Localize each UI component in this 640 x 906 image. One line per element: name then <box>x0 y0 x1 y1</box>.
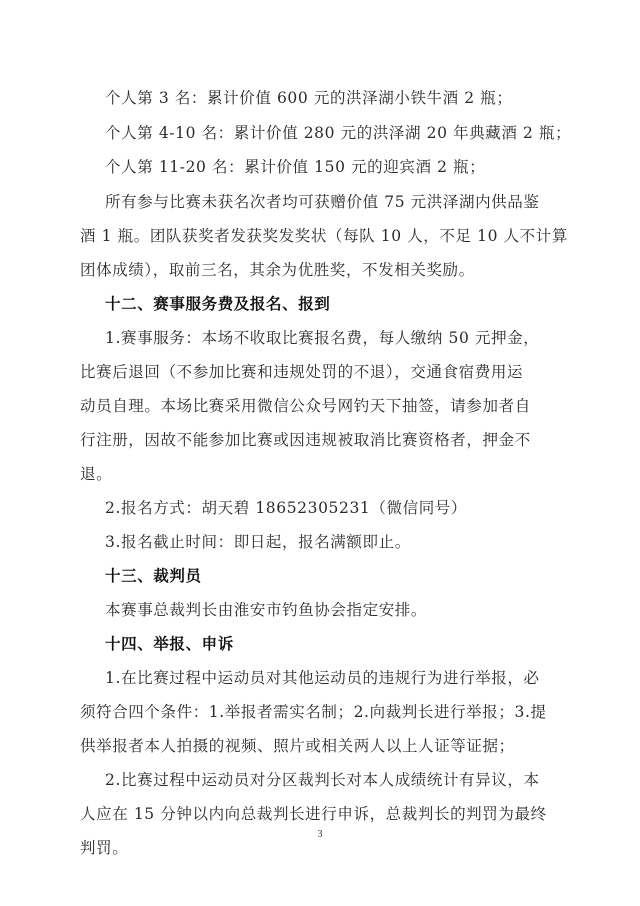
paragraph-line: 1.赛事服务：本场不收取比赛报名费，每人缴纳 50 元押金， <box>105 329 540 347</box>
paragraph-line: 行注册，因故不能参加比赛或因违规被取消比赛资格者，押金不 <box>80 431 531 449</box>
paragraph-line: 所有参与比赛未获名次者均可获赠价值 75 元洪泽湖内供品鉴 <box>105 193 540 211</box>
prize-rank-11-20: 个人第 11-20 名：累计价值 150 元的迎宾酒 2 瓶； <box>105 158 486 176</box>
page-number: 3 <box>317 829 323 840</box>
prize-rank-4-10: 个人第 4-10 名：累计价值 280 元的洪泽湖 20 年典藏酒 2 瓶； <box>105 124 572 142</box>
paragraph-line: 供举报者本人拍摄的视频、照片或相关两人以上人证等证据； <box>80 737 515 755</box>
paragraph-line: 人应在 15 分钟以内向总裁判长进行申诉，总裁判长的判罚为最终 <box>80 805 547 823</box>
section-heading-12: 十二、赛事服务费及报名、报到 <box>105 295 331 313</box>
registration-contact: 2.报名方式：胡天碧 18652305231（微信同号） <box>105 499 467 517</box>
section-heading-13: 十三、裁判员 <box>105 567 202 585</box>
paragraph-line: 团体成绩），取前三名，其余为优胜奖，不发相关奖励。 <box>80 261 475 279</box>
paragraph-line: 动员自理。本场比赛采用微信公众号网钓天下抽签，请参加者自 <box>80 397 531 415</box>
paragraph-line: 酒 1 瓶。团队获奖者发获奖发奖状（每队 10 人，不足 10 人不计算 <box>80 227 568 245</box>
paragraph-line: 比赛后退回（不参加比赛和违规处罚的不退），交通食宿费用运 <box>80 363 524 381</box>
section-heading-14: 十四、举报、申诉 <box>105 635 234 653</box>
paragraph-line: 须符合四个条件：1.举报者需实名制；2.向裁判长进行举报；3.提 <box>80 703 547 721</box>
paragraph-line: 本赛事总裁判长由淮安市钓鱼协会指定安排。 <box>105 601 428 619</box>
paragraph-line: 判罚。 <box>80 839 129 857</box>
prize-rank-3: 个人第 3 名：累计价值 600 元的洪泽湖小铁牛酒 2 瓶； <box>105 89 513 107</box>
paragraph-line: 1.在比赛过程中运动员对其他运动员的违规行为进行举报，必 <box>105 669 540 687</box>
registration-deadline: 3.报名截止时间：即日起，报名满额即止。 <box>105 533 411 551</box>
paragraph-line: 2.比赛过程中运动员对分区裁判长对本人成绩统计有异议，本 <box>105 771 540 789</box>
paragraph-line: 退。 <box>80 465 113 483</box>
